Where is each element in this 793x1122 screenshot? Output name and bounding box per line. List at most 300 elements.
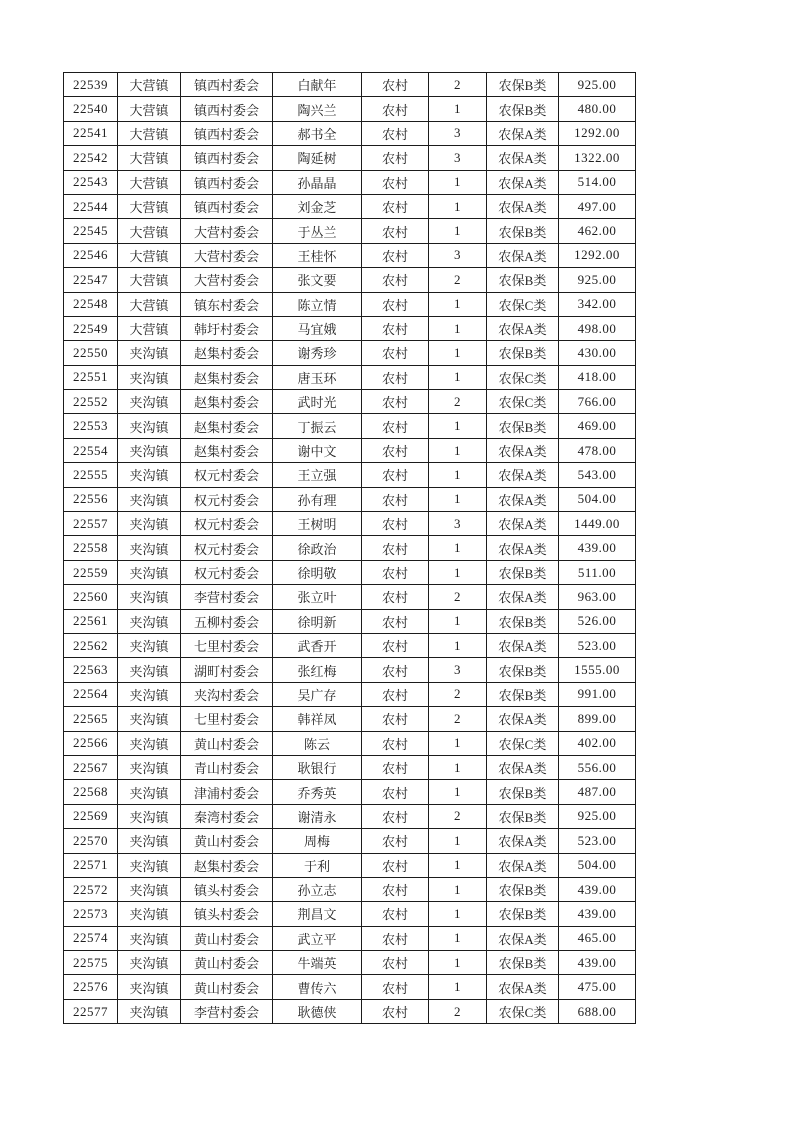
- cell-person-name: 马宜娥: [273, 316, 362, 340]
- cell-village-committee: 赵集村委会: [181, 365, 273, 389]
- cell-insurance-category: 农保A类: [487, 853, 559, 877]
- cell-person-name: 徐明新: [273, 609, 362, 633]
- cell-village-committee: 赵集村委会: [181, 390, 273, 414]
- cell-village-committee: 镇西村委会: [181, 73, 273, 97]
- table-row: [64, 853, 636, 877]
- cell-person-count: 1: [429, 926, 487, 950]
- cell-person-name: 张文要: [273, 268, 362, 292]
- cell-person-name: 乔秀英: [273, 780, 362, 804]
- cell-insurance-category: 农保A类: [487, 170, 559, 194]
- cell-record-id: 22573: [64, 902, 118, 926]
- cell-person-name: 王树明: [273, 512, 362, 536]
- cell-residence-type: 农村: [362, 609, 429, 633]
- cell-person-count: 1: [429, 438, 487, 462]
- cell-town: 夹沟镇: [118, 707, 181, 731]
- cell-amount: 439.00: [559, 902, 636, 926]
- cell-village-committee: 赵集村委会: [181, 414, 273, 438]
- cell-person-name: 陶延树: [273, 146, 362, 170]
- cell-amount: 430.00: [559, 341, 636, 365]
- cell-village-committee: 权元村委会: [181, 487, 273, 511]
- cell-amount: 991.00: [559, 682, 636, 706]
- cell-residence-type: 农村: [362, 73, 429, 97]
- cell-village-committee: 李营村委会: [181, 585, 273, 609]
- cell-record-id: 22577: [64, 999, 118, 1023]
- cell-village-committee: 韩圩村委会: [181, 316, 273, 340]
- cell-person-name: 孙有理: [273, 487, 362, 511]
- cell-insurance-category: 农保B类: [487, 73, 559, 97]
- cell-town: 大营镇: [118, 194, 181, 218]
- cell-record-id: 22575: [64, 951, 118, 975]
- cell-person-count: 3: [429, 146, 487, 170]
- cell-amount: 462.00: [559, 219, 636, 243]
- cell-person-count: 1: [429, 170, 487, 194]
- cell-person-name: 谢秀珍: [273, 341, 362, 365]
- cell-insurance-category: 农保B类: [487, 780, 559, 804]
- cell-amount: 342.00: [559, 292, 636, 316]
- cell-insurance-category: 农保A类: [487, 438, 559, 462]
- cell-record-id: 22562: [64, 633, 118, 657]
- cell-village-committee: 湖町村委会: [181, 658, 273, 682]
- cell-record-id: 22563: [64, 658, 118, 682]
- cell-town: 夹沟镇: [118, 926, 181, 950]
- cell-village-committee: 赵集村委会: [181, 438, 273, 462]
- cell-person-count: 1: [429, 731, 487, 755]
- cell-town: 夹沟镇: [118, 682, 181, 706]
- cell-amount: 899.00: [559, 707, 636, 731]
- cell-residence-type: 农村: [362, 219, 429, 243]
- cell-residence-type: 农村: [362, 512, 429, 536]
- cell-person-count: 1: [429, 853, 487, 877]
- cell-town: 夹沟镇: [118, 463, 181, 487]
- cell-town: 大营镇: [118, 170, 181, 194]
- cell-person-name: 武立平: [273, 926, 362, 950]
- cell-residence-type: 农村: [362, 292, 429, 316]
- cell-insurance-category: 农保A类: [487, 926, 559, 950]
- cell-person-name: 韩祥凤: [273, 707, 362, 731]
- cell-residence-type: 农村: [362, 268, 429, 292]
- cell-town: 大营镇: [118, 243, 181, 267]
- cell-town: 夹沟镇: [118, 951, 181, 975]
- cell-record-id: 22540: [64, 97, 118, 121]
- cell-record-id: 22567: [64, 755, 118, 779]
- cell-person-name: 于丛兰: [273, 219, 362, 243]
- cell-insurance-category: 农保B类: [487, 609, 559, 633]
- table-row: [64, 194, 636, 218]
- cell-insurance-category: 农保C类: [487, 365, 559, 389]
- table-row: [64, 146, 636, 170]
- table-row: [64, 73, 636, 97]
- cell-record-id: 22574: [64, 926, 118, 950]
- table-row: [64, 536, 636, 560]
- cell-village-committee: 大营村委会: [181, 219, 273, 243]
- cell-record-id: 22541: [64, 121, 118, 145]
- cell-amount: 1555.00: [559, 658, 636, 682]
- cell-record-id: 22570: [64, 829, 118, 853]
- cell-record-id: 22552: [64, 390, 118, 414]
- cell-insurance-category: 农保C类: [487, 731, 559, 755]
- cell-insurance-category: 农保A类: [487, 194, 559, 218]
- cell-person-name: 谢中文: [273, 438, 362, 462]
- cell-person-name: 周梅: [273, 829, 362, 853]
- cell-amount: 475.00: [559, 975, 636, 999]
- cell-person-name: 丁振云: [273, 414, 362, 438]
- table-row: [64, 877, 636, 901]
- cell-residence-type: 农村: [362, 755, 429, 779]
- cell-residence-type: 农村: [362, 414, 429, 438]
- cell-person-count: 2: [429, 804, 487, 828]
- cell-person-name: 谢清永: [273, 804, 362, 828]
- cell-town: 夹沟镇: [118, 512, 181, 536]
- cell-residence-type: 农村: [362, 560, 429, 584]
- cell-record-id: 22544: [64, 194, 118, 218]
- cell-village-committee: 镇西村委会: [181, 194, 273, 218]
- cell-amount: 925.00: [559, 804, 636, 828]
- cell-town: 夹沟镇: [118, 755, 181, 779]
- cell-insurance-category: 农保A类: [487, 975, 559, 999]
- cell-residence-type: 农村: [362, 780, 429, 804]
- cell-residence-type: 农村: [362, 365, 429, 389]
- cell-town: 夹沟镇: [118, 536, 181, 560]
- cell-insurance-category: 农保B类: [487, 902, 559, 926]
- cell-amount: 523.00: [559, 633, 636, 657]
- cell-record-id: 22543: [64, 170, 118, 194]
- cell-village-committee: 黄山村委会: [181, 829, 273, 853]
- cell-person-count: 2: [429, 707, 487, 731]
- cell-town: 夹沟镇: [118, 585, 181, 609]
- cell-insurance-category: 农保C类: [487, 292, 559, 316]
- cell-village-committee: 镇西村委会: [181, 97, 273, 121]
- cell-person-count: 1: [429, 633, 487, 657]
- cell-person-name: 于利: [273, 853, 362, 877]
- cell-person-count: 2: [429, 585, 487, 609]
- cell-town: 夹沟镇: [118, 902, 181, 926]
- cell-residence-type: 农村: [362, 316, 429, 340]
- cell-person-count: 1: [429, 487, 487, 511]
- table-row: [64, 633, 636, 657]
- cell-amount: 925.00: [559, 73, 636, 97]
- table-row: [64, 170, 636, 194]
- cell-amount: 469.00: [559, 414, 636, 438]
- cell-village-committee: 李营村委会: [181, 999, 273, 1023]
- cell-town: 夹沟镇: [118, 853, 181, 877]
- cell-record-id: 22545: [64, 219, 118, 243]
- cell-village-committee: 赵集村委会: [181, 853, 273, 877]
- cell-person-count: 1: [429, 609, 487, 633]
- cell-village-committee: 镇东村委会: [181, 292, 273, 316]
- cell-person-count: 1: [429, 975, 487, 999]
- cell-record-id: 22547: [64, 268, 118, 292]
- cell-village-committee: 秦湾村委会: [181, 804, 273, 828]
- cell-record-id: 22551: [64, 365, 118, 389]
- table-row: [64, 487, 636, 511]
- cell-residence-type: 农村: [362, 926, 429, 950]
- table-row: [64, 902, 636, 926]
- cell-person-count: 1: [429, 560, 487, 584]
- cell-person-count: 2: [429, 390, 487, 414]
- cell-person-count: 2: [429, 999, 487, 1023]
- cell-insurance-category: 农保B类: [487, 414, 559, 438]
- cell-residence-type: 农村: [362, 731, 429, 755]
- cell-town: 夹沟镇: [118, 975, 181, 999]
- cell-residence-type: 农村: [362, 877, 429, 901]
- table-row: [64, 658, 636, 682]
- cell-amount: 504.00: [559, 853, 636, 877]
- cell-person-count: 3: [429, 121, 487, 145]
- cell-town: 夹沟镇: [118, 999, 181, 1023]
- table-row: [64, 292, 636, 316]
- table-row: [64, 243, 636, 267]
- cell-person-name: 耿银行: [273, 755, 362, 779]
- cell-town: 夹沟镇: [118, 438, 181, 462]
- cell-amount: 766.00: [559, 390, 636, 414]
- cell-amount: 487.00: [559, 780, 636, 804]
- cell-village-committee: 青山村委会: [181, 755, 273, 779]
- table-row: [64, 707, 636, 731]
- cell-person-count: 1: [429, 463, 487, 487]
- table-row: [64, 926, 636, 950]
- cell-amount: 1292.00: [559, 121, 636, 145]
- cell-residence-type: 农村: [362, 194, 429, 218]
- table-row: [64, 780, 636, 804]
- cell-record-id: 22568: [64, 780, 118, 804]
- cell-record-id: 22548: [64, 292, 118, 316]
- cell-record-id: 22550: [64, 341, 118, 365]
- cell-record-id: 22555: [64, 463, 118, 487]
- cell-record-id: 22565: [64, 707, 118, 731]
- cell-person-count: 1: [429, 219, 487, 243]
- cell-record-id: 22546: [64, 243, 118, 267]
- cell-person-count: 1: [429, 292, 487, 316]
- cell-person-name: 唐玉环: [273, 365, 362, 389]
- cell-residence-type: 农村: [362, 951, 429, 975]
- cell-person-count: 1: [429, 97, 487, 121]
- cell-village-committee: 权元村委会: [181, 536, 273, 560]
- table-body: [64, 73, 636, 1024]
- cell-person-count: 3: [429, 512, 487, 536]
- cell-residence-type: 农村: [362, 146, 429, 170]
- cell-person-count: 1: [429, 755, 487, 779]
- cell-amount: 1292.00: [559, 243, 636, 267]
- cell-record-id: 22542: [64, 146, 118, 170]
- cell-record-id: 22557: [64, 512, 118, 536]
- pension-records-table: [63, 72, 636, 1024]
- cell-person-name: 刘金芝: [273, 194, 362, 218]
- cell-insurance-category: 农保C类: [487, 390, 559, 414]
- cell-person-count: 1: [429, 316, 487, 340]
- cell-residence-type: 农村: [362, 341, 429, 365]
- cell-town: 夹沟镇: [118, 560, 181, 584]
- cell-person-name: 徐明敬: [273, 560, 362, 584]
- cell-person-name: 荆昌文: [273, 902, 362, 926]
- cell-amount: 497.00: [559, 194, 636, 218]
- cell-record-id: 22576: [64, 975, 118, 999]
- cell-person-name: 武香开: [273, 633, 362, 657]
- cell-person-count: 1: [429, 536, 487, 560]
- cell-record-id: 22560: [64, 585, 118, 609]
- cell-person-name: 郝书全: [273, 121, 362, 145]
- cell-person-name: 白献年: [273, 73, 362, 97]
- cell-amount: 925.00: [559, 268, 636, 292]
- cell-town: 夹沟镇: [118, 390, 181, 414]
- cell-town: 大营镇: [118, 219, 181, 243]
- cell-insurance-category: 农保B类: [487, 682, 559, 706]
- cell-insurance-category: 农保A类: [487, 146, 559, 170]
- cell-amount: 504.00: [559, 487, 636, 511]
- cell-town: 大营镇: [118, 292, 181, 316]
- cell-residence-type: 农村: [362, 902, 429, 926]
- cell-insurance-category: 农保A类: [487, 633, 559, 657]
- cell-person-count: 1: [429, 829, 487, 853]
- cell-town: 夹沟镇: [118, 804, 181, 828]
- cell-amount: 498.00: [559, 316, 636, 340]
- cell-record-id: 22571: [64, 853, 118, 877]
- cell-person-name: 陈立情: [273, 292, 362, 316]
- cell-amount: 556.00: [559, 755, 636, 779]
- cell-record-id: 22561: [64, 609, 118, 633]
- cell-insurance-category: 农保A类: [487, 487, 559, 511]
- cell-record-id: 22569: [64, 804, 118, 828]
- cell-amount: 688.00: [559, 999, 636, 1023]
- table-row: [64, 268, 636, 292]
- cell-village-committee: 黄山村委会: [181, 975, 273, 999]
- cell-person-count: 1: [429, 414, 487, 438]
- cell-town: 夹沟镇: [118, 487, 181, 511]
- cell-town: 夹沟镇: [118, 365, 181, 389]
- cell-residence-type: 农村: [362, 243, 429, 267]
- cell-insurance-category: 农保B类: [487, 341, 559, 365]
- cell-person-name: 孙晶晶: [273, 170, 362, 194]
- cell-village-committee: 镇西村委会: [181, 170, 273, 194]
- cell-village-committee: 七里村委会: [181, 633, 273, 657]
- cell-amount: 523.00: [559, 829, 636, 853]
- cell-insurance-category: 农保B类: [487, 658, 559, 682]
- cell-insurance-category: 农保B类: [487, 560, 559, 584]
- cell-residence-type: 农村: [362, 487, 429, 511]
- cell-town: 夹沟镇: [118, 731, 181, 755]
- cell-person-count: 3: [429, 658, 487, 682]
- cell-person-count: 1: [429, 194, 487, 218]
- cell-person-count: 1: [429, 902, 487, 926]
- table-row: [64, 585, 636, 609]
- cell-record-id: 22549: [64, 316, 118, 340]
- table-row: [64, 316, 636, 340]
- cell-town: 大营镇: [118, 146, 181, 170]
- table-row: [64, 438, 636, 462]
- table-row: [64, 951, 636, 975]
- cell-insurance-category: 农保B类: [487, 877, 559, 901]
- cell-town: 夹沟镇: [118, 633, 181, 657]
- table-row: [64, 999, 636, 1023]
- cell-town: 大营镇: [118, 97, 181, 121]
- cell-person-count: 2: [429, 73, 487, 97]
- cell-residence-type: 农村: [362, 463, 429, 487]
- cell-village-committee: 大营村委会: [181, 243, 273, 267]
- cell-insurance-category: 农保B类: [487, 804, 559, 828]
- cell-residence-type: 农村: [362, 682, 429, 706]
- cell-town: 夹沟镇: [118, 877, 181, 901]
- table-row: [64, 804, 636, 828]
- cell-person-count: 1: [429, 780, 487, 804]
- cell-record-id: 22539: [64, 73, 118, 97]
- cell-residence-type: 农村: [362, 633, 429, 657]
- cell-amount: 439.00: [559, 877, 636, 901]
- cell-person-count: 1: [429, 341, 487, 365]
- cell-person-name: 张立叶: [273, 585, 362, 609]
- cell-town: 夹沟镇: [118, 609, 181, 633]
- cell-town: 夹沟镇: [118, 341, 181, 365]
- cell-residence-type: 农村: [362, 438, 429, 462]
- cell-amount: 514.00: [559, 170, 636, 194]
- table-row: [64, 512, 636, 536]
- cell-person-name: 武时光: [273, 390, 362, 414]
- cell-village-committee: 大营村委会: [181, 268, 273, 292]
- cell-town: 夹沟镇: [118, 780, 181, 804]
- cell-person-count: 3: [429, 243, 487, 267]
- cell-residence-type: 农村: [362, 97, 429, 121]
- cell-record-id: 22564: [64, 682, 118, 706]
- cell-person-count: 2: [429, 268, 487, 292]
- cell-amount: 963.00: [559, 585, 636, 609]
- table-row: [64, 731, 636, 755]
- table-row: [64, 390, 636, 414]
- cell-town: 大营镇: [118, 73, 181, 97]
- cell-amount: 465.00: [559, 926, 636, 950]
- cell-village-committee: 七里村委会: [181, 707, 273, 731]
- cell-amount: 480.00: [559, 97, 636, 121]
- cell-insurance-category: 农保A类: [487, 243, 559, 267]
- cell-insurance-category: 农保A类: [487, 585, 559, 609]
- cell-person-name: 王立强: [273, 463, 362, 487]
- cell-residence-type: 农村: [362, 707, 429, 731]
- cell-amount: 478.00: [559, 438, 636, 462]
- cell-residence-type: 农村: [362, 585, 429, 609]
- table-row: [64, 560, 636, 584]
- table-row: [64, 755, 636, 779]
- cell-insurance-category: 农保B类: [487, 268, 559, 292]
- cell-person-count: 1: [429, 877, 487, 901]
- cell-village-committee: 镇头村委会: [181, 877, 273, 901]
- cell-village-committee: 镇头村委会: [181, 902, 273, 926]
- cell-amount: 418.00: [559, 365, 636, 389]
- table-row: [64, 682, 636, 706]
- cell-insurance-category: 农保B类: [487, 951, 559, 975]
- cell-insurance-category: 农保A类: [487, 121, 559, 145]
- cell-residence-type: 农村: [362, 170, 429, 194]
- cell-insurance-category: 农保A类: [487, 707, 559, 731]
- cell-person-name: 徐政治: [273, 536, 362, 560]
- cell-record-id: 22572: [64, 877, 118, 901]
- cell-person-name: 耿德侠: [273, 999, 362, 1023]
- cell-amount: 1322.00: [559, 146, 636, 170]
- table-row: [64, 414, 636, 438]
- table-row: [64, 609, 636, 633]
- cell-person-count: 1: [429, 951, 487, 975]
- cell-residence-type: 农村: [362, 658, 429, 682]
- cell-amount: 511.00: [559, 560, 636, 584]
- cell-insurance-category: 农保A类: [487, 316, 559, 340]
- cell-insurance-category: 农保B类: [487, 219, 559, 243]
- cell-village-committee: 五柳村委会: [181, 609, 273, 633]
- cell-record-id: 22558: [64, 536, 118, 560]
- cell-person-name: 曹传六: [273, 975, 362, 999]
- cell-village-committee: 津浦村委会: [181, 780, 273, 804]
- table-row: [64, 121, 636, 145]
- table-row: [64, 97, 636, 121]
- cell-person-name: 陈云: [273, 731, 362, 755]
- table-row: [64, 365, 636, 389]
- cell-town: 大营镇: [118, 268, 181, 292]
- cell-insurance-category: 农保A类: [487, 536, 559, 560]
